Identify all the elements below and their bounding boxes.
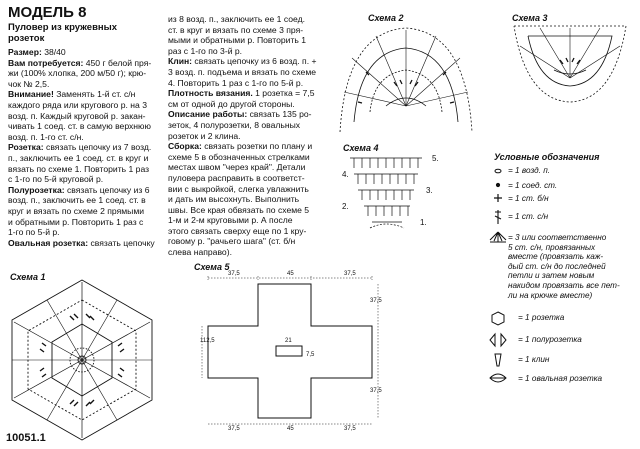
legend-cluster [508,233,638,300]
attention-text: Заменять 1-й ст. с/н [53,89,136,100]
oval-rosette-text: связать цепочку [88,237,155,248]
chain-stitch-icon [495,169,501,173]
model-title: МОДЕЛЬ 8 [8,4,87,21]
attention-text: чивать 1 соед. ст. в самую верхнюю [8,121,151,132]
half-rosette-text: возд. п., заключить ее 1 соед. ст. в [8,195,146,206]
legend-half-rosette: = 1 полурозетка [518,335,582,344]
wedge-label: Клин: [168,56,193,67]
materials-text: чок № 2,5. [8,78,50,89]
oval-rosette-text: ст. в круг и вязать по схеме 3 пря- [168,24,304,35]
dim-right-bottom: 37,5 [370,388,382,394]
dim-bottom-mid: 45 [287,426,294,432]
half-rosette-label: Полурозетка: [8,184,65,195]
wedge-text: связать цепочку из 6 возд. п. + [192,56,317,67]
scheme-1-label: Схема 1 [10,272,46,282]
rosette-icon [492,312,504,325]
legend-cluster-text: 5 ст. с/н, провязанных [508,242,596,252]
oval-rosette-icon [490,374,506,382]
wedge-row-5 [350,158,422,168]
model-subtitle-line1: Пуловер из кружевных [8,22,118,33]
dim-top-right: 37,5 [344,271,356,277]
scheme-4-row-3: 3. [426,186,433,195]
scheme-5-label: Схема 5 [194,262,230,272]
half-rosette-text: и обратными р. Повторить 1 раз с [8,216,144,227]
dim-bottom-left: 37,5 [228,426,240,432]
legend-cluster-text: ли на крючке вместе) [508,290,593,300]
work-text: розеток и 2 клина. [168,130,241,141]
scheme-4-row-5: 5. [432,154,439,163]
scheme-4-row-2: 2. [342,202,349,211]
assembly-text: вии с выкройкой, слегка увлажнить [168,183,309,194]
attention-text: возд. п. Каждый круговой р. закан- [8,110,146,121]
assembly-text: этого связать сверху еще по 1 кру- [168,225,307,236]
assembly-text: пуловера расправить в соответст- [168,172,305,183]
legend-cluster-text: петли и затем новым [508,271,595,281]
dim-right-top: 37,5 [370,298,382,304]
scheme-4-row-4: 4. [342,170,349,179]
materials-text: жи (100% хлопка, 200 м/50 г); крю- [8,68,147,79]
pattern-diagram [200,268,380,428]
rosette-text: вязать по схеме 1. Повторить 1 раз [8,163,150,174]
size-label: Размер: [8,47,42,57]
half-rosette-text: круг и вязать по схеме 2 прямыми [8,205,145,216]
materials-text: 450 г белой пря- [83,57,152,68]
legend-single-crochet: = 1 ст. б/н [508,194,549,203]
dim-left-mid: 112,5 [200,338,215,344]
legend-chain-stitch: = 1 возд. п. [508,166,551,175]
scheme-4-label: Схема 4 [343,143,379,153]
rosette-text: с 1-го по 5-й круговой р. [8,174,104,185]
scheme-2-diagram [336,22,476,137]
slip-stitch-icon [496,183,499,186]
half-rosette-icon [490,334,506,346]
wedge-row-2 [364,206,410,216]
rosette-text: связать цепочку из 7 возд. [43,142,152,153]
dim-top-left: 37,5 [228,271,240,277]
density-label: Плотность вязания. [168,88,253,99]
single-crochet-icon [494,194,502,202]
scheme-3-diagram [510,20,630,105]
assembly-text: слева направо). [168,247,232,258]
work-text: связать 135 ро- [247,109,312,120]
legend-cluster-text: вместе (провязать каж- [508,252,604,262]
work-text: зеток, 4 полурозетки, 8 овальных [168,119,301,130]
pattern-outline [208,284,372,418]
legend-rosette: = 1 розетка [518,313,565,322]
oval-rosette-text: из 8 возд. п., заключить ее 1 соед. [168,14,306,24]
legend-double-crochet: = 1 ст. с/н [508,212,549,221]
legend-slip-stitch: = 1 соед. ст. [508,181,558,190]
wedge-row-1 [370,222,404,228]
assembly-text: швы. Все края обвязать по схеме 5 [168,204,310,215]
scheme-2-label: Схема 2 [368,13,404,23]
model-subtitle-line2: розеток [8,33,45,44]
oval-rosette-text: раз с 1-го по 3-й р. [168,45,243,56]
dim-inner-width: 21 [285,338,292,344]
density-text: см от одной до другой стороны. [168,98,295,109]
assembly-text: и дать им высохнуть. Выполнить [168,194,300,205]
attention-text: каждого ряда или кругового р. на 3 [8,99,147,110]
half-rosette-text: 1-го по 5-й р. [8,227,60,238]
assembly-text: говому р. "рачьего шага" (ст. б/н [168,236,296,247]
neck-rect [276,346,302,356]
double-crochet-icon [495,210,501,224]
wedge-text: 3 возд. п. подъема и вязать по схеме [168,66,317,77]
half-rosette-text: связать цепочку из 6 [64,184,150,195]
oval-rosette-label: Овальная розетка: [8,237,89,248]
rosette-label: Розетка: [8,142,44,153]
scheme-4-row-1: 1. [420,218,427,227]
scheme-3-label: Схема 3 [512,13,548,23]
wedge-text: 4. Повторить 1 раз с 1-го по 5-й р. [168,77,304,88]
oval-rosette-text: мыми и обратными р. Повторить 1 [168,35,307,46]
materials-label: Вам потребуется: [8,57,84,68]
instructions-column-2 [168,14,328,258]
dim-top-mid: 45 [287,271,294,277]
wedge-row-3 [358,190,414,200]
dim-inner-height: 7,5 [306,352,315,358]
legend-cluster-text: дый ст. с/н до последней [508,261,606,271]
scheme-1-diagram [0,276,180,446]
cluster-icon [490,232,506,242]
assembly-label: Сборка: [168,141,202,152]
rosette-text: п., заключить ее 1 соед. ст. в круг и [8,152,149,163]
assembly-text: схеме 5 в обозначенных стрелками [168,151,310,162]
assembly-text: связать розетки по плану и [201,141,313,152]
wedge-row-4 [354,174,418,184]
legend-wedge: = 1 клин [518,355,550,364]
catalog-code: 10051.1 [6,432,46,444]
size-value: 38/40 [41,47,66,57]
wedge-icon [495,354,501,366]
legend-cluster-text: = 3 или соответственно [508,233,607,242]
density-text: 1 розетка = 7,5 [252,88,315,99]
work-label: Описание работы: [168,109,248,120]
assembly-text: местах швом "через край". Детали [168,162,306,173]
attention-text: возд. п. 1-го ст. с/н. [8,131,84,142]
legend-title: Условные обозначения [494,152,600,162]
legend-oval-rosette: = 1 овальная розетка [518,374,603,383]
instructions-column-1 [8,47,158,248]
legend-cluster-text: накидом провязать все пет- [508,280,620,290]
assembly-text: 1-м и 2-м круговыми р. А после [168,215,293,226]
attention-label: Внимание! [8,89,54,100]
dim-bottom-right: 37,5 [344,426,356,432]
